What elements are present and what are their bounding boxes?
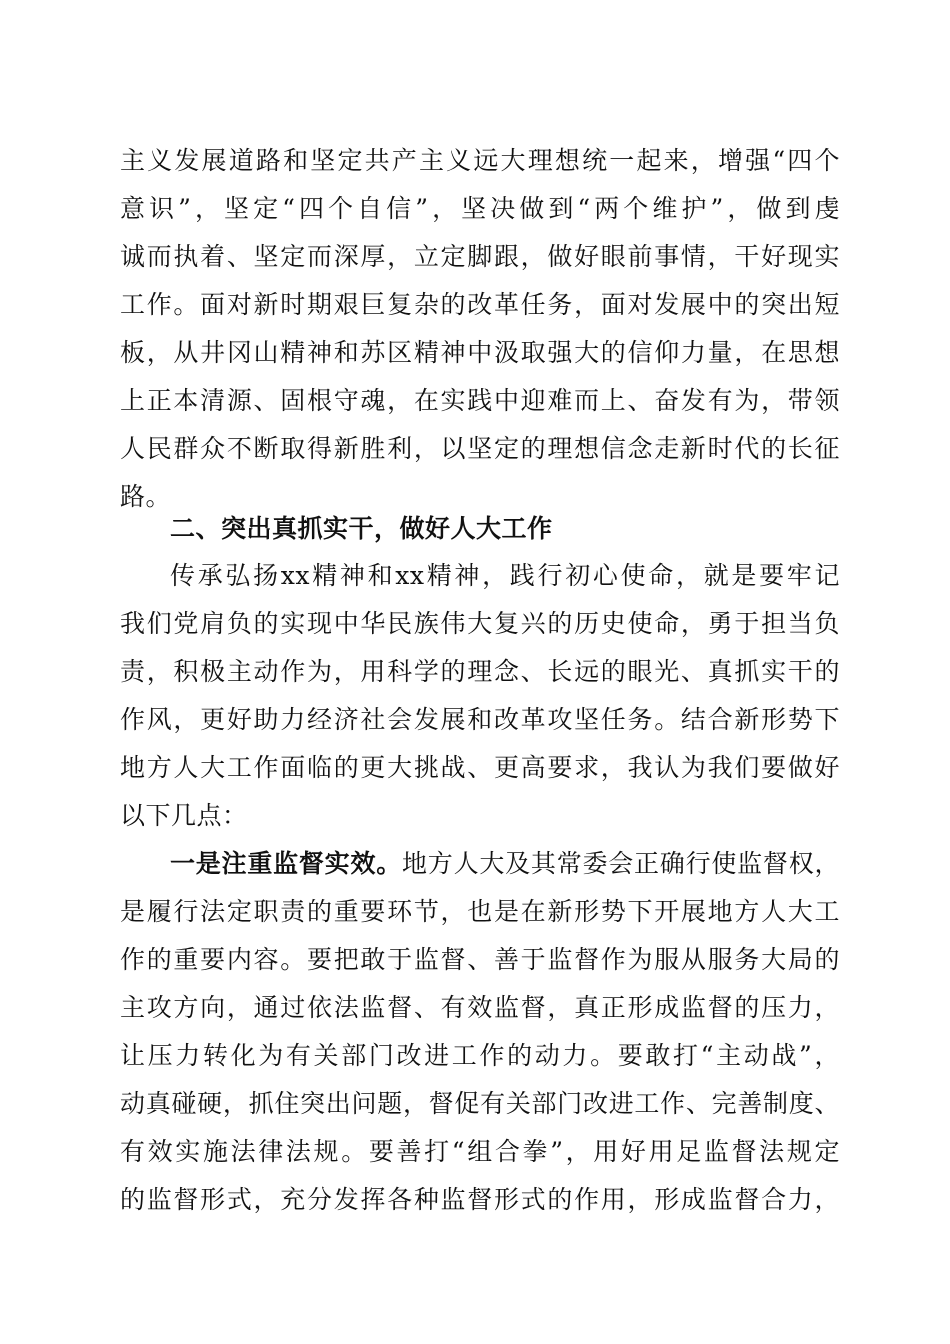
body-text-line: 上正本清源、固根守魂，在实践中迎难而上、奋发有为，带领 <box>120 386 840 415</box>
body-text-line: 动真碰硬，抓住突出问题，督促有关部门改进工作、完善制度、 <box>120 1089 840 1118</box>
body-text-line: 板，从井冈山精神和苏区精神中汲取强大的信仰力量，在思想 <box>120 338 840 367</box>
body-text-line: 传承弘扬xx精神和xx精神，践行初心使命，就是要牢记 <box>170 561 840 590</box>
body-text-line: 作风，更好助力经济社会发展和改革攻坚任务。结合新形势下 <box>120 705 840 734</box>
body-text-line: 主攻方向，通过依法监督、有效监督，真正形成监督的压力， <box>120 993 840 1022</box>
body-text-line <box>170 844 840 884</box>
body-text-line: 人民群众不断取得新胜利，以坚定的理想信念走新时代的长征 <box>120 434 840 463</box>
paragraph-text: 地方人大及其常委会正确行使监督权， <box>402 849 840 878</box>
body-text-line: 以下几点： <box>120 801 248 830</box>
body-text-line: 是履行法定职责的重要环节，也是在新形势下开展地方人大工 <box>120 897 840 926</box>
body-text-line: 我们党肩负的实现中华民族伟大复兴的历史使命，勇于担当负 <box>120 609 840 638</box>
section-heading: 二、突出真抓实干，做好人大工作 <box>170 514 553 543</box>
body-text-line: 路。 <box>120 482 172 511</box>
body-text-line: 责，积极主动作为，用科学的理念、长远的眼光、真抓实干的 <box>120 657 840 686</box>
body-text-line: 诚而执着、坚定而深厚，立定脚跟，做好眼前事情，干好现实 <box>120 242 840 271</box>
body-text-line: 作的重要内容。要把敢于监督、善于监督作为服从服务大局的 <box>120 945 840 974</box>
body-text-line: 的监督形式，充分发挥各种监督形式的作用，形成监督合力， <box>120 1185 840 1214</box>
body-text-line: 有效实施法律法规。要善打“组合拳”，用好用足监督法规定 <box>120 1137 840 1166</box>
body-text-line: 工作。面对新时期艰巨复杂的改革任务，面对发展中的突出短 <box>120 290 840 319</box>
body-text-line: 地方人大工作面临的更大挑战、更高要求，我认为我们要做好 <box>120 753 840 782</box>
body-text-line: 主义发展道路和坚定共产主义远大理想统一起来，增强“四个 <box>120 146 840 175</box>
body-text-line: 让压力转化为有关部门改进工作的动力。要敢打“主动战”， <box>120 1041 840 1070</box>
body-text-line: 意识”，坚定“四个自信”，坚决做到“两个维护”，做到虔 <box>120 194 840 223</box>
paragraph-lead: 一是注重监督实效。 <box>170 849 403 878</box>
